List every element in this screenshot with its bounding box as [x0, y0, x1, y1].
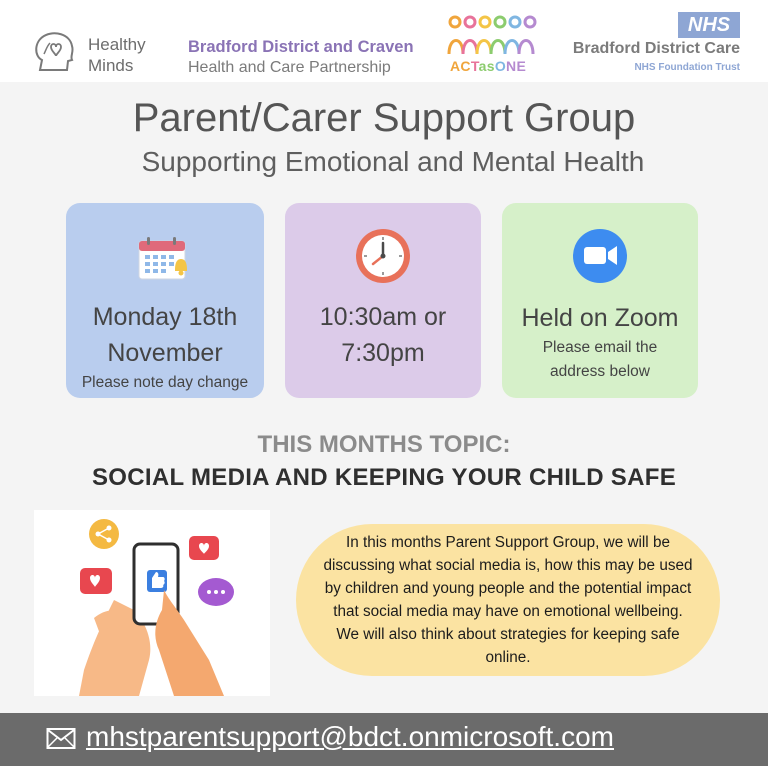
zoom-line1: Held on Zoom: [521, 304, 679, 332]
heart-bubble-icon: [80, 568, 112, 594]
time-card: [285, 203, 481, 398]
healthy-minds-line1: Healthy: [88, 35, 146, 54]
head-heart-icon: [30, 30, 80, 76]
social-media-illustration: [34, 510, 270, 696]
bradford-craven-line1: Bradford District and Craven: [188, 38, 414, 56]
nhs-trust-name: Bradford District Care: [572, 40, 740, 57]
calendar-icon: [137, 235, 193, 281]
time-line1: 10:30am or: [319, 303, 447, 331]
actasone-text: ACTasONE: [450, 58, 527, 74]
bradford-craven-line2: Health and Care Partnership: [188, 59, 391, 76]
bradford-craven-logo: [188, 38, 433, 77]
actasone-logo: [445, 14, 537, 76]
nhs-trust-logo: [560, 12, 750, 76]
share-icon: [89, 519, 119, 549]
nhs-badge: NHS: [678, 12, 740, 38]
zoom-note1: Please email the: [542, 339, 658, 356]
date-line2: November: [107, 339, 223, 367]
chat-bubble-icon: [198, 578, 234, 606]
page-title: Parent/Carer Support Group: [132, 96, 636, 140]
healthy-minds-logo: [30, 30, 170, 76]
description-text: In this months Parent Support Group, we will be discussing what social media is, how this may be used by children and young people and the potential impact that social media may have on emotional wellbeing. We will also think about strategies for keeping safe online.: [323, 534, 693, 666]
email-link[interactable]: mhstparentsupport@bdct.onmicrosoft.com: [86, 721, 614, 752]
topic-label: THIS MONTHS TOPIC:: [257, 431, 511, 458]
date-line1: Monday 18th: [92, 303, 238, 331]
page-subtitle: Supporting Emotional and Mental Health: [141, 146, 645, 177]
header-logos: [0, 0, 768, 82]
envelope-icon: [46, 726, 76, 750]
healthy-minds-line2: Minds: [88, 56, 134, 75]
description-bubble: [296, 524, 720, 676]
zoom-card: [502, 203, 698, 398]
nhs-trust-subtitle: NHS Foundation Trust: [634, 62, 740, 73]
time-line2: 7:30pm: [341, 339, 425, 367]
footer-bar: [0, 713, 768, 766]
zoom-note2: address below: [550, 363, 650, 380]
linked-people-icon: [445, 14, 537, 58]
zoom-video-icon: [573, 229, 627, 283]
date-note: Please note day change: [81, 374, 249, 391]
clock-icon: [354, 227, 412, 285]
heart-bubble-icon: [189, 536, 219, 560]
topic-title: SOCIAL MEDIA AND KEEPING YOUR CHILD SAFE: [91, 464, 677, 491]
date-card: [66, 203, 264, 398]
